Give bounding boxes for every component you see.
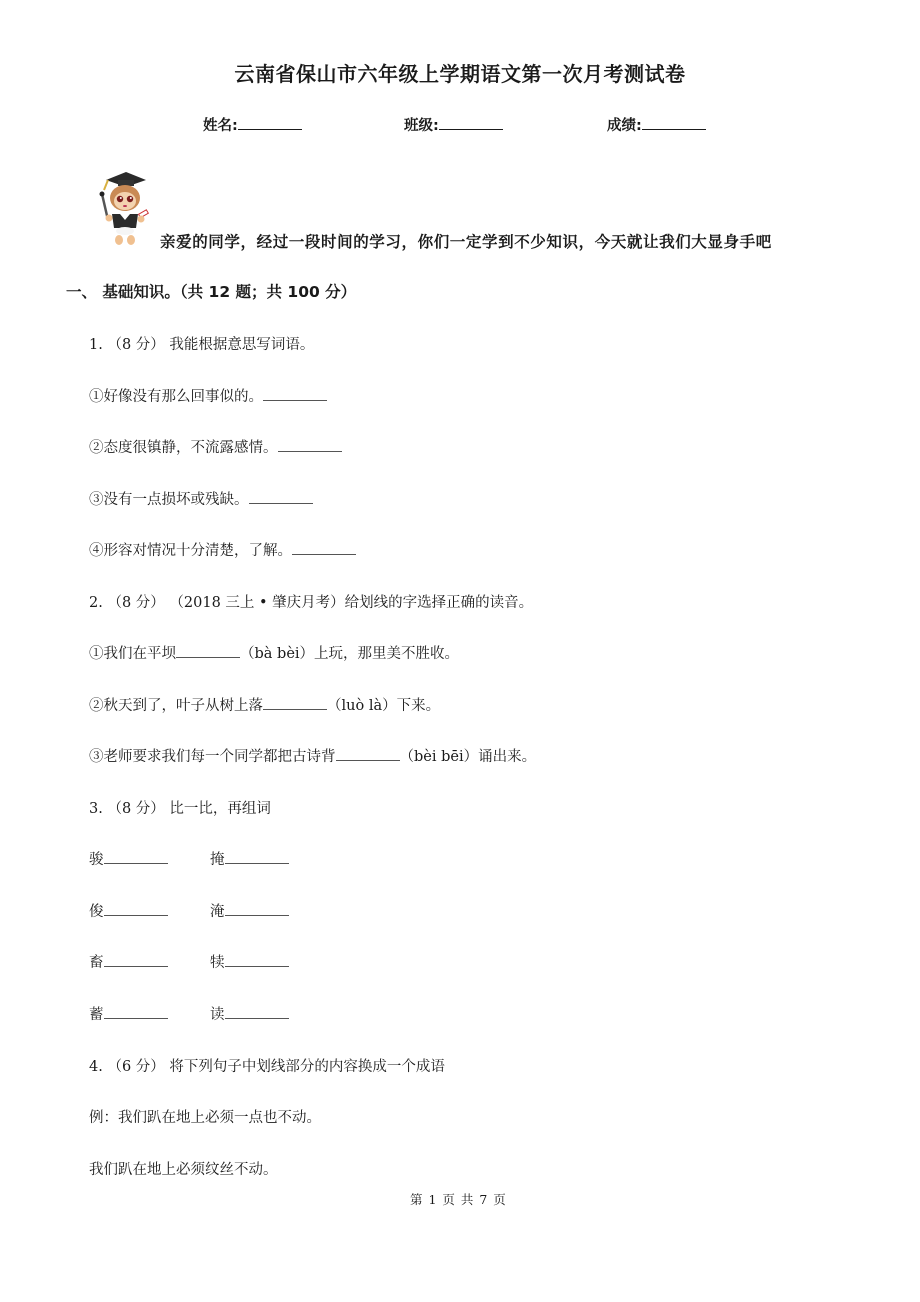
question-4-sentence: 我们趴在地上必须纹丝不动。 — [89, 1162, 278, 1178]
question-1-item — [89, 436, 342, 457]
class-blank[interactable] — [439, 116, 503, 130]
char: 骏 — [89, 852, 104, 868]
class-label: 班级: — [404, 118, 439, 134]
item-text: ②态度很镇静，不流露感情。 — [89, 440, 278, 456]
compare-char-item — [89, 951, 168, 972]
answer-blank[interactable] — [249, 491, 313, 504]
char: 蓄 — [89, 1007, 104, 1023]
char: 畜 — [89, 955, 104, 971]
name-field — [203, 114, 302, 135]
answer-blank[interactable] — [278, 439, 342, 452]
graduate-monkey-mascot-icon — [92, 168, 152, 248]
answer-blank[interactable] — [104, 1006, 168, 1019]
char: 犊 — [210, 955, 225, 971]
answer-blank[interactable] — [263, 388, 327, 401]
answer-blank[interactable] — [292, 542, 356, 555]
answer-blank[interactable] — [225, 851, 289, 864]
item-text: ④形容对情况十分清楚，了解。 — [89, 543, 292, 559]
greeting-text: 亲爱的同学，经过一段时间的学习，你们一定学到不少知识，今天就让我们大显身手吧 — [160, 233, 772, 251]
char: 读 — [210, 1007, 225, 1023]
item-text: ②秋天到了，叶子从树上落 — [89, 698, 263, 714]
item-text: ①我们在平坝 — [89, 646, 176, 662]
item-text: ③没有一点损坏或残缺。 — [89, 492, 249, 508]
compare-char-item — [89, 848, 168, 869]
question-1-item — [89, 539, 356, 560]
answer-blank[interactable] — [104, 903, 168, 916]
score-field — [607, 114, 706, 135]
answer-blank[interactable] — [104, 954, 168, 967]
answer-blank[interactable] — [176, 645, 240, 658]
item-text: （bèi bēi）诵出来。 — [399, 749, 537, 765]
char: 掩 — [210, 852, 225, 868]
page-number: 第 1 页 共 7 页 — [410, 1192, 507, 1207]
name-blank[interactable] — [238, 116, 302, 130]
compare-char-item — [210, 900, 289, 921]
question-1-item — [89, 488, 313, 509]
question-4-stem: 4. （6 分） 将下列句子中划线部分的内容换成一个成语 — [89, 1059, 445, 1075]
item-text: ①好像没有那么回事似的。 — [89, 389, 263, 405]
name-label: 姓名: — [203, 118, 238, 134]
question-2-stem: 2. （8 分） （2018 三上 • 肇庆月考）给划线的字选择正确的读音。 — [89, 595, 534, 611]
score-blank[interactable] — [642, 116, 706, 130]
answer-blank[interactable] — [263, 697, 327, 710]
char: 俊 — [89, 904, 104, 920]
compare-char-item — [89, 900, 168, 921]
answer-blank[interactable] — [225, 954, 289, 967]
item-text: （luò là）下来。 — [327, 698, 441, 714]
compare-char-item — [89, 1003, 168, 1024]
question-1-item — [89, 385, 327, 406]
answer-blank[interactable] — [336, 748, 400, 761]
score-label: 成绩: — [607, 118, 642, 134]
answer-blank[interactable] — [225, 903, 289, 916]
question-2-item — [89, 642, 459, 663]
item-text: ③老师要求我们每一个同学都把古诗背 — [89, 749, 336, 765]
item-text: （bà bèi）上玩，那里美不胜收。 — [240, 646, 460, 662]
class-field — [404, 114, 503, 135]
question-2-item — [89, 745, 536, 766]
answer-blank[interactable] — [225, 1006, 289, 1019]
question-1-stem: 1. （8 分） 我能根据意思写词语。 — [89, 337, 315, 353]
question-4-example: 例：我们趴在地上必须一点也不动。 — [89, 1110, 321, 1126]
question-2-item — [89, 694, 440, 715]
compare-char-item — [210, 951, 289, 972]
compare-char-item — [210, 1003, 289, 1024]
section-1-heading: 一、 基础知识。（共 12 题；共 100 分） — [66, 283, 357, 301]
question-3-stem: 3. （8 分） 比一比，再组词 — [89, 801, 271, 817]
compare-char-item — [210, 848, 289, 869]
answer-blank[interactable] — [104, 851, 168, 864]
exam-title: 云南省保山市六年级上学期语文第一次月考测试卷 — [234, 62, 686, 86]
char: 淹 — [210, 904, 225, 920]
